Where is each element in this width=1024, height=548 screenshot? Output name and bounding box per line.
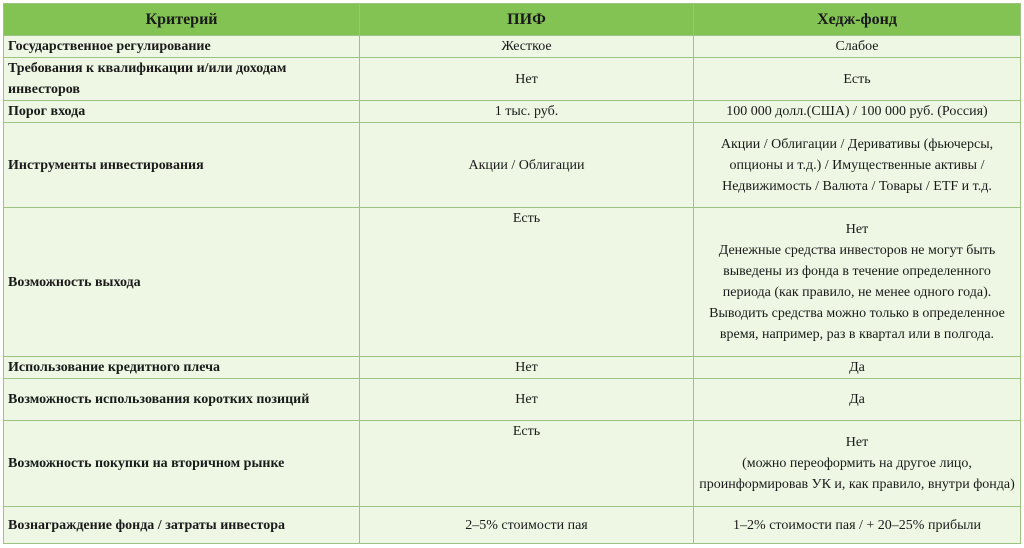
comparison-table xyxy=(3,3,1021,544)
table-row xyxy=(4,123,1021,208)
criterion-cell: Возможность использования коротких позиций xyxy=(4,379,360,421)
hedge-cell-answer: Нет xyxy=(845,222,869,237)
hedge-cell-answer: Нет xyxy=(845,435,869,450)
table-row xyxy=(4,421,1021,507)
criterion-cell: Государственное регулирование xyxy=(4,36,360,58)
pif-cell: 1 тыс. руб. xyxy=(360,101,694,123)
hedge-cell: Да xyxy=(694,357,1021,379)
hedge-cell xyxy=(694,208,1021,357)
header-hedge-fund: Хедж-фонд xyxy=(694,4,1021,36)
pif-cell: Акции / Облигации xyxy=(360,123,694,208)
pif-cell: Нет xyxy=(360,379,694,421)
table-row xyxy=(4,507,1021,544)
criterion-cell: Требования к квалификации и/или доходам инвесторов xyxy=(4,58,360,101)
criterion-cell: Инструменты инвестирования xyxy=(4,123,360,208)
criterion-cell: Использование кредитного плеча xyxy=(4,357,360,379)
hedge-cell: Есть xyxy=(694,58,1021,101)
pif-cell: Есть xyxy=(360,208,694,357)
hedge-cell-note: Денежные средства инвесторов не могут быть выведены из фонда в течение определенного периода (как правило, не менее одного года). Выводить средства можно только в определенное время, например, раз в квартал или в полгода. xyxy=(709,243,1005,342)
hedge-cell: Слабое xyxy=(694,36,1021,58)
pif-cell: Нет xyxy=(360,58,694,101)
table-row xyxy=(4,36,1021,58)
hedge-cell: 1–2% стоимости пая / + 20–25% прибыли xyxy=(694,507,1021,544)
criterion-cell: Возможность покупки на вторичном рынке xyxy=(4,421,360,507)
table-row xyxy=(4,208,1021,357)
table-row xyxy=(4,379,1021,421)
pif-cell: 2–5% стоимости пая xyxy=(360,507,694,544)
criterion-cell: Вознаграждение фонда / затраты инвестора xyxy=(4,507,360,544)
table-row xyxy=(4,357,1021,379)
table-row xyxy=(4,101,1021,123)
header-pif: ПИФ xyxy=(360,4,694,36)
hedge-cell: Акции / Облигации / Деривативы (фьючерсы, опционы и т.д.) / Имущественные активы / Недвижимость / Валюта / Товары / ETF и т.д. xyxy=(694,123,1021,208)
criterion-cell: Возможность выхода xyxy=(4,208,360,357)
hedge-cell: 100 000 долл.(США) / 100 000 руб. (Россия) xyxy=(694,101,1021,123)
hedge-cell xyxy=(694,421,1021,507)
pif-cell: Есть xyxy=(360,421,694,507)
table-row xyxy=(4,58,1021,101)
pif-cell: Жесткое xyxy=(360,36,694,58)
header-row xyxy=(4,4,1021,36)
pif-cell: Нет xyxy=(360,357,694,379)
hedge-cell: Да xyxy=(694,379,1021,421)
header-criterion: Критерий xyxy=(4,4,360,36)
hedge-cell-note: (можно переоформить на другое лицо, проинформировав УК и, как правило, внутри фонда) xyxy=(699,456,1015,492)
criterion-cell: Порог входа xyxy=(4,101,360,123)
